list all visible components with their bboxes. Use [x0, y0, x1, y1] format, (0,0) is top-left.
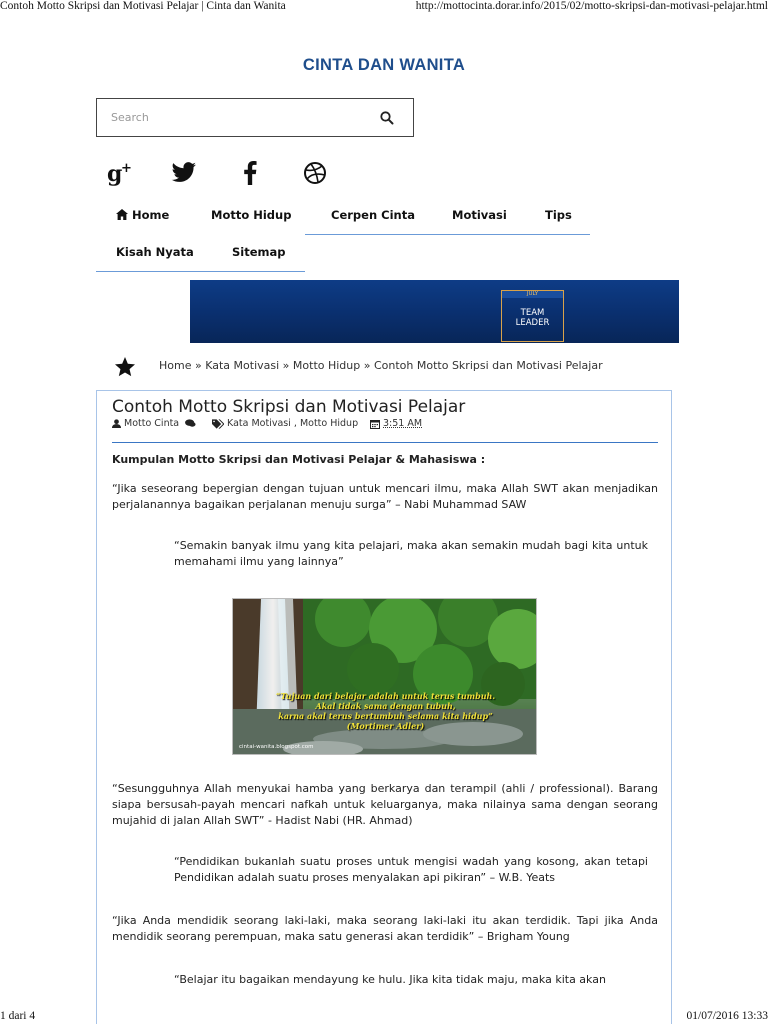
banner-text [502, 308, 563, 328]
breadcrumb-motto-hidup[interactable]: Motto Hidup [292, 359, 361, 372]
user-icon [112, 419, 121, 428]
post-article [96, 390, 672, 1024]
breadcrumb [159, 359, 603, 372]
breadcrumb-separator: » [194, 359, 202, 372]
nav-kisah-nyata-label: Kisah Nyata [116, 245, 194, 259]
svg-text:g: g [107, 161, 123, 187]
search-input[interactable] [97, 99, 367, 136]
svg-text:+: + [121, 161, 132, 176]
post-quote-2: “Pendidikan bukanlah suatu proses untuk mengisi wadah yang kosong, akan tetapi Pendidikan adalah suatu proses menyalakan api pikiran” – W.B. Yeats [174, 855, 648, 884]
post-author [112, 418, 196, 429]
post-paragraph-3: “Jika Anda mendidik seorang laki-laki, maka seorang laki-laki itu akan terdidik. Tapi jika Anda mendidik seorang perempuan, maka satu generasi akan terdidik” – Brigham Young [112, 914, 658, 943]
breadcrumb-kata-motivasi[interactable]: Kata Motivasi [205, 359, 280, 372]
breadcrumb-current: Contoh Motto Skripsi dan Motivasi Pelajar [373, 359, 603, 372]
print-page-title: Contoh Motto Skripsi dan Motivasi Pelajar | Cinta dan Wanita [0, 0, 286, 12]
post-title[interactable]: Contoh Motto Skripsi dan Motivasi Pelajar [112, 397, 466, 417]
post-label-1[interactable]: Kata Motivasi [227, 418, 291, 429]
facebook-icon[interactable] [233, 156, 267, 190]
post-time-value[interactable]: 3:51 AM [383, 418, 423, 429]
search-box [96, 98, 414, 137]
print-datetime: 01/07/2016 13:33 [686, 1010, 768, 1022]
post-heading: Kumpulan Motto Skripsi dan Motivasi Pelajar & Mahasiswa : [112, 453, 486, 466]
post-divider [112, 442, 658, 443]
nav-home-label: Home [132, 208, 170, 222]
print-page-url: http://mottocinta.dorar.info/2015/02/motto-skripsi-dan-motivasi-pelajar.html [415, 0, 768, 12]
post-labels [212, 418, 358, 429]
post-label-separator: , [293, 418, 297, 429]
star-icon [114, 357, 136, 377]
nav-motivasi-label: Motivasi [452, 208, 507, 222]
post-author-name[interactable]: Motto Cinta [124, 418, 180, 429]
nav-sitemap-label: Sitemap [232, 245, 286, 259]
image-caption [233, 691, 537, 731]
nav-tips-label: Tips [545, 208, 572, 222]
image-caption-line: karna akal terus bertumbuh selama kita hidup” [278, 711, 493, 721]
banner-card [501, 290, 564, 342]
nav-underline [305, 234, 590, 235]
image-caption-line: Akal tidak sama dengan tubuh, [315, 701, 456, 711]
post-quote-1: “Semakin banyak ilmu yang kita pelajari, maka akan semakin mudah bagi kita untuk memahami ilmu yang lainnya” [174, 539, 648, 568]
waterfall-image [233, 599, 537, 755]
tags-icon [212, 419, 224, 429]
breadcrumb-separator: » [282, 359, 290, 372]
post-time [370, 418, 422, 429]
breadcrumb-row [114, 356, 674, 378]
banner-line-1: TEAM [520, 308, 545, 318]
breadcrumb-separator: » [363, 359, 371, 372]
print-footer [0, 1008, 768, 1024]
search-icon[interactable] [379, 110, 395, 126]
banner-month: JULY [502, 291, 563, 298]
site-title[interactable]: CINTA DAN WANITA [302, 56, 466, 74]
nav-cerpen-cinta-label: Cerpen Cinta [331, 208, 415, 222]
post-paragraph-2: “Sesungguhnya Allah menyukai hamba yang berkarya dan terampil (ahli / professional). Barang siapa bersusah-payah mencari nafkah untuk keluarganya, maka nilainya sama dengan seorang mujahid di jalan Allah SWT” - Hadist Nabi (HR. Ahmad) [112, 782, 658, 827]
image-caption-line: (Mortimer Adler) [346, 721, 425, 731]
google-plus-icon[interactable] [102, 156, 136, 190]
post-paragraph-1: “Jika seseorang bepergian dengan tujuan untuk mencari ilmu, maka Allah SWT akan menjadikan perjalanannya bagaikan perjalanan menuju surga” – Nabi Muhammad SAW [112, 482, 658, 511]
image-credit: cintai-wanita.blogspot.com [239, 744, 314, 750]
post-quote-3: “Belajar itu bagaikan mendayung ke hulu. Jika kita tidak maju, maka kita akan [174, 973, 606, 986]
nav-underline [96, 271, 305, 272]
nav-motto-hidup-label: Motto Hidup [211, 208, 292, 222]
print-page-number: 1 dari 4 [0, 1010, 36, 1022]
print-header [0, 0, 768, 16]
comments-icon[interactable] [185, 419, 196, 428]
post-label-2[interactable]: Motto Hidup [299, 418, 359, 429]
home-icon [116, 209, 128, 220]
calendar-icon [370, 419, 380, 429]
ad-banner[interactable] [190, 280, 679, 343]
dribbble-icon[interactable] [298, 156, 332, 190]
twitter-icon[interactable] [167, 156, 201, 190]
post-image [232, 598, 537, 755]
banner-line-2: LEADER [515, 318, 550, 328]
breadcrumb-home[interactable]: Home [159, 359, 192, 372]
image-caption-line: “Tujuan dari belajar adalah untuk terus tumbuh. [275, 691, 496, 701]
